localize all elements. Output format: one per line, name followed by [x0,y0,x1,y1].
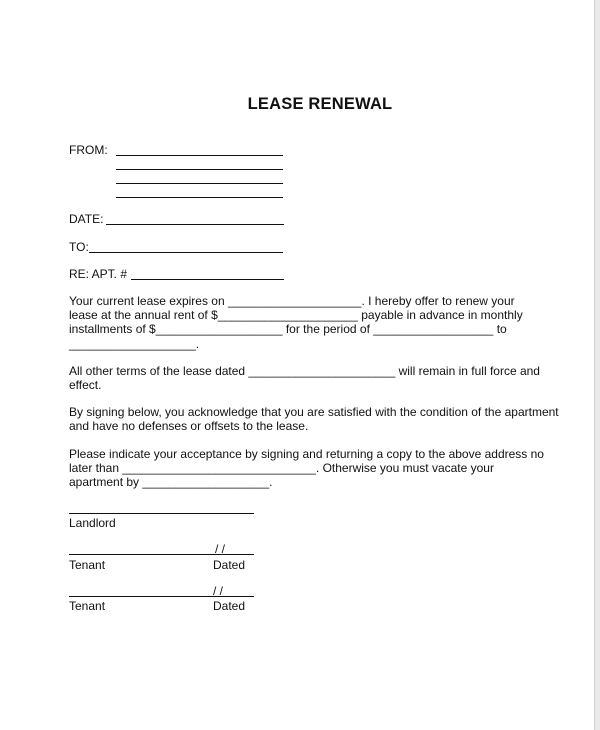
paragraph-lease-offer [69,294,569,351]
tenant-2-dated-label: Dated [213,599,246,613]
paragraph-line: installments of $___________________ for the period of __________________ to [69,322,507,337]
from-line-1 [116,155,283,156]
date-label: DATE: [69,212,104,226]
paragraph-acknowledgement [69,405,569,433]
paragraph-line: All other terms of the lease dated ______________________ will remain in full force and [69,364,540,378]
landlord-label: Landlord [69,516,116,530]
paragraph-line: ___________________. [69,336,200,351]
paragraph-line: Please indicate your acceptance by signing and returning a copy to the above address no [69,447,544,461]
document-title: LEASE RENEWAL [247,95,393,113]
paragraph-other-terms [69,364,569,392]
from-line-3 [116,183,283,184]
tenant-1-dated-label: Dated [213,558,246,572]
paragraph-line: Your current lease expires on ____________________. I hereby offer to renew your [69,294,515,308]
from-label: FROM: [69,143,108,157]
tenant-1-date-slashes: / / [215,542,226,556]
tenant-2-date-slashes: / / [213,584,224,598]
tenant-2-signature-line [69,596,254,597]
tenant-1-signature-line [69,554,254,555]
tenant-2-label: Tenant [69,599,106,613]
paragraph-line: By signing below, you acknowledge that you are satisfied with the condition of the apartment [69,405,559,419]
paragraph-acceptance [69,447,569,490]
tenant-1-label: Tenant [69,558,106,572]
paragraph-line: apartment by ___________________. [69,475,273,490]
landlord-signature-line [69,513,254,514]
paragraph-line: later than _____________________________. Otherwise you must vacate your [69,461,494,476]
paragraph-line: effect. [69,378,102,393]
re-apt-line [131,279,284,280]
re-apt-label: RE: APT. # [69,267,128,281]
to-line [89,252,283,253]
paragraph-line: and have no defenses or offsets to the lease. [69,419,309,434]
date-line [106,224,284,225]
to-label: TO: [69,240,89,254]
from-line-4 [116,197,283,198]
from-line-2 [116,169,283,170]
paragraph-line: lease at the annual rent of $_____________________ payable in advance in monthly [69,308,523,323]
